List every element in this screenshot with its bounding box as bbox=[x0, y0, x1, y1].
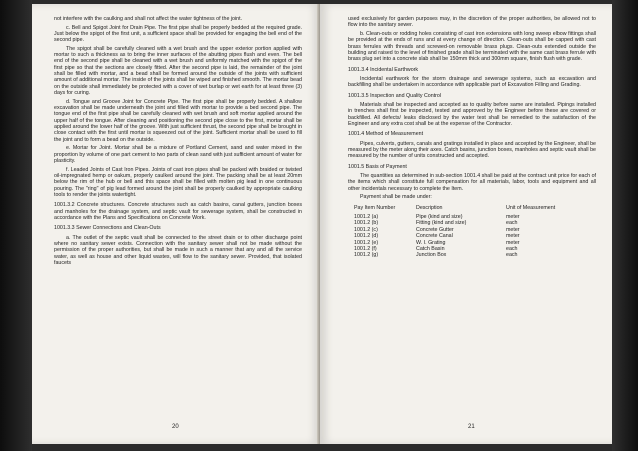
heading-basis-payment: 1001.5 Basis of Payment bbox=[348, 163, 407, 170]
left-page bbox=[32, 4, 320, 444]
cell-unit: each bbox=[506, 220, 518, 227]
cell-item-number: 1001.2 (e) bbox=[354, 239, 379, 246]
cell-description: W. I. Grating bbox=[416, 239, 446, 246]
left-page-content bbox=[54, 16, 302, 269]
paragraph-bell-spigot: c. Bell and Spigot Joint for Drain Pipe. The first pipe shall be properly bedded at the required grade. Just below the spigot of the first unit, a sufficient space shall be provided for engaging the bell end of the second pipe. bbox=[54, 24, 302, 44]
cell-description: Catch Basin bbox=[416, 246, 445, 253]
paragraph-inspection-quality: Materials shall be inspected and accepted as to quality before same are installed. Pipings installed in trenches shall first be inspected, tested and approved by the Engineer before these are covered or backfilled. All defects/ leaks disclosed by the water test shall be remedied to the satisfaction of the Engineer and any extra cost shall be at the expense of the Contractor. bbox=[348, 101, 596, 127]
paragraph-payment-under: Payment shall be made under: bbox=[360, 194, 432, 201]
cell-unit: each bbox=[506, 252, 518, 259]
paragraph-leaded-joints: f. Leaded Joints of Cast Iron Pipes. Joints of cast iron pipes shall be packed with braided or twisted oil-impregnated hemp or oakum, properly caulked around the joint. The packing shall be at least 20mm below the rim of the hub or bell and this space shall be filled with molten pig lead in one continuous pouring. The "ring" of pig lead formed around the joint shall be properly caulked by appropriate caulking tools to render the joints watertight. bbox=[54, 166, 302, 198]
heading-method-measurement: 1001.4 Method of Measurement bbox=[348, 131, 424, 138]
cell-unit: meter bbox=[506, 226, 520, 233]
cell-unit: meter bbox=[506, 233, 520, 240]
heading-incidental-earthwork: 1001.3.4 Incidental Earthwork bbox=[348, 66, 419, 73]
page-number-left: 20 bbox=[172, 424, 179, 430]
cell-item-number: 1001.2 (g) bbox=[354, 252, 379, 259]
section-concrete-structures: 1001.3.2 Concrete structures. Concrete structures such as catch basins, canal gutters, junction boxes and manholes for the drainage system, and septic vault for sewerage system, shall be constructed in accordance with the Plans and Specifications on Concrete Work. bbox=[54, 202, 302, 221]
cell-unit: each bbox=[506, 246, 518, 253]
heading-sewer-connections: 1001.3.3 Sewer Connections and Clean-Outs bbox=[54, 225, 161, 232]
cell-item-number: 1001.2 (b) bbox=[354, 220, 379, 227]
page-number-right: 21 bbox=[468, 424, 475, 430]
heading-inspection-quality: 1001.3.5 Inspection and Quality Control bbox=[348, 92, 442, 99]
cell-unit: meter bbox=[506, 239, 520, 246]
cell-item-number: 1001.2 (f) bbox=[354, 246, 377, 253]
paragraph-mortar-joint: e. Mortar for Joint. Mortar shall be a mixture of Portland Cement, sand and water mixed in the proportion by volume of one part cement to two parts of clean sand with just sufficient amount of water for plasticity. bbox=[54, 145, 302, 164]
right-page-content bbox=[348, 16, 596, 259]
cell-description: Concrete Canal bbox=[416, 233, 453, 240]
cell-item-number: 1001.2 (a) bbox=[354, 214, 379, 221]
cell-description: Concrete Gutter bbox=[416, 226, 454, 233]
paragraph-spigot-cleaning: The spigot shall be carefully cleaned with a wet brush and the upper exterior portion applied with mortar to such a thickness as to bring the inner surfaces of the abutting pipes flush and even. The bell end of the second pipe shall be cleaned with a wet brush and uniformly matched with the spigot of the first pipe so that the sections are closely fitted. After the second pipe is laid, the remainder of the joint shall be filled with mortar, and a bead shall be formed around the outside of the joints with sufficient amount of additional mortar. The inside of the joints shall be wiped and finished smooth. The mortar bead on the outside shall immediately be protected with a cover of wet burlap or wet earth for at least three (3) days for curing. bbox=[54, 45, 302, 97]
paragraph-incidental-earthwork: Incidental earthwork for the storm drainage and sewerage systems, such as excavation and backfilling shall be undertaken in accordance with applicable part of Excavation Filling and Grading. bbox=[348, 75, 596, 89]
header-description: Description bbox=[416, 204, 443, 211]
right-page bbox=[320, 4, 612, 444]
cell-description: Junction Box bbox=[416, 252, 447, 259]
cell-description: Fitting (kind and size) bbox=[416, 220, 467, 227]
paragraph-septic-outlet: a. The outlet of the septic vault shall be connected to the street drain or to other discharge point where no sanitary sewer exists. Connection with the sanitary sewer shall not be made without the permission of the proper authorities, but shall be made in such a manner that any and all the service water, as well as house and other liquid wastes, will flow to the sanitary sewer. Provided, that isolated faucets bbox=[54, 234, 302, 266]
cell-description: Pipe (kind and size) bbox=[416, 214, 463, 221]
table-row bbox=[354, 252, 556, 258]
paragraph-method-measurement: Pipes, culverts, gutters, canals and gratings installed in place and accepted by the Engineer, shall be measured by the meter along their axes. Catch basins, junction boxes, manholes and septic vault shall be measured by the number of units constructed and accepted. bbox=[348, 140, 596, 160]
paragraph-basis-payment: The quantities as determined in sub-section 1001.4 shall be paid at the contract unit price for each of the items which shall constitute full compensation for all materials, labor, tools and equipment and all other incidentals necessary to complete the Item. bbox=[348, 173, 596, 192]
paragraph-garden-faucets: used exclusively for garden purposes may, in the discretion of the proper authorities, be allowed not to flow into the sanitary sewer. bbox=[348, 16, 596, 29]
paragraph-continued: not interfere with the caulking and shall not affect the water tightness of the joint. bbox=[54, 16, 243, 22]
table-header-row bbox=[354, 205, 556, 214]
paragraph-clean-outs: b. Clean-outs or rodding holes consisting of cast iron extensions with long sweep elbow fittings shall be provided at the ends of runs and at every change of direction. Clean-outs shall be capped with cast brass ferrules with threads and screwed-on removable brass plugs. Clean-outs extended outside the building and raised to the level of finished grade shall be terminated with the same cast brass ferrule with brass plug set into a concrete slab shall be 150mm thick and 300mm square, finish flush with grade. bbox=[348, 30, 596, 63]
cell-item-number: 1001.2 (d) bbox=[354, 233, 379, 240]
scan-border-left bbox=[0, 0, 32, 451]
scan-border-right bbox=[612, 0, 638, 451]
pay-items-table bbox=[354, 205, 556, 259]
cell-unit: meter bbox=[506, 214, 520, 221]
paragraph-tongue-groove: d. Tongue and Groove Joint for Concrete Pipe. The first pipe shall be properly bedded. A shallow excavation shall be made underneath the joint and filled with mortar to provide a bed second pipe. The tongue end of the first pipe shall be carefully cleaned with wet brush and soft mortar applied around the upper half of the tongue. After cleaning and positioning the second pipe close to the first, mortar shall be applied around the lower half of the groove. With just sufficient thrust, the second pipe shall be brought in close contact with the first until mortar is squeezed out of the joint. Sufficient mortar shall be used to fill the joint and to form a bead on the outside. bbox=[54, 98, 302, 143]
header-unit-measurement: Unit of Measurement bbox=[506, 204, 556, 211]
header-pay-item-number: Pay Item Number bbox=[354, 204, 396, 211]
cell-item-number: 1001.2 (c) bbox=[354, 226, 378, 233]
